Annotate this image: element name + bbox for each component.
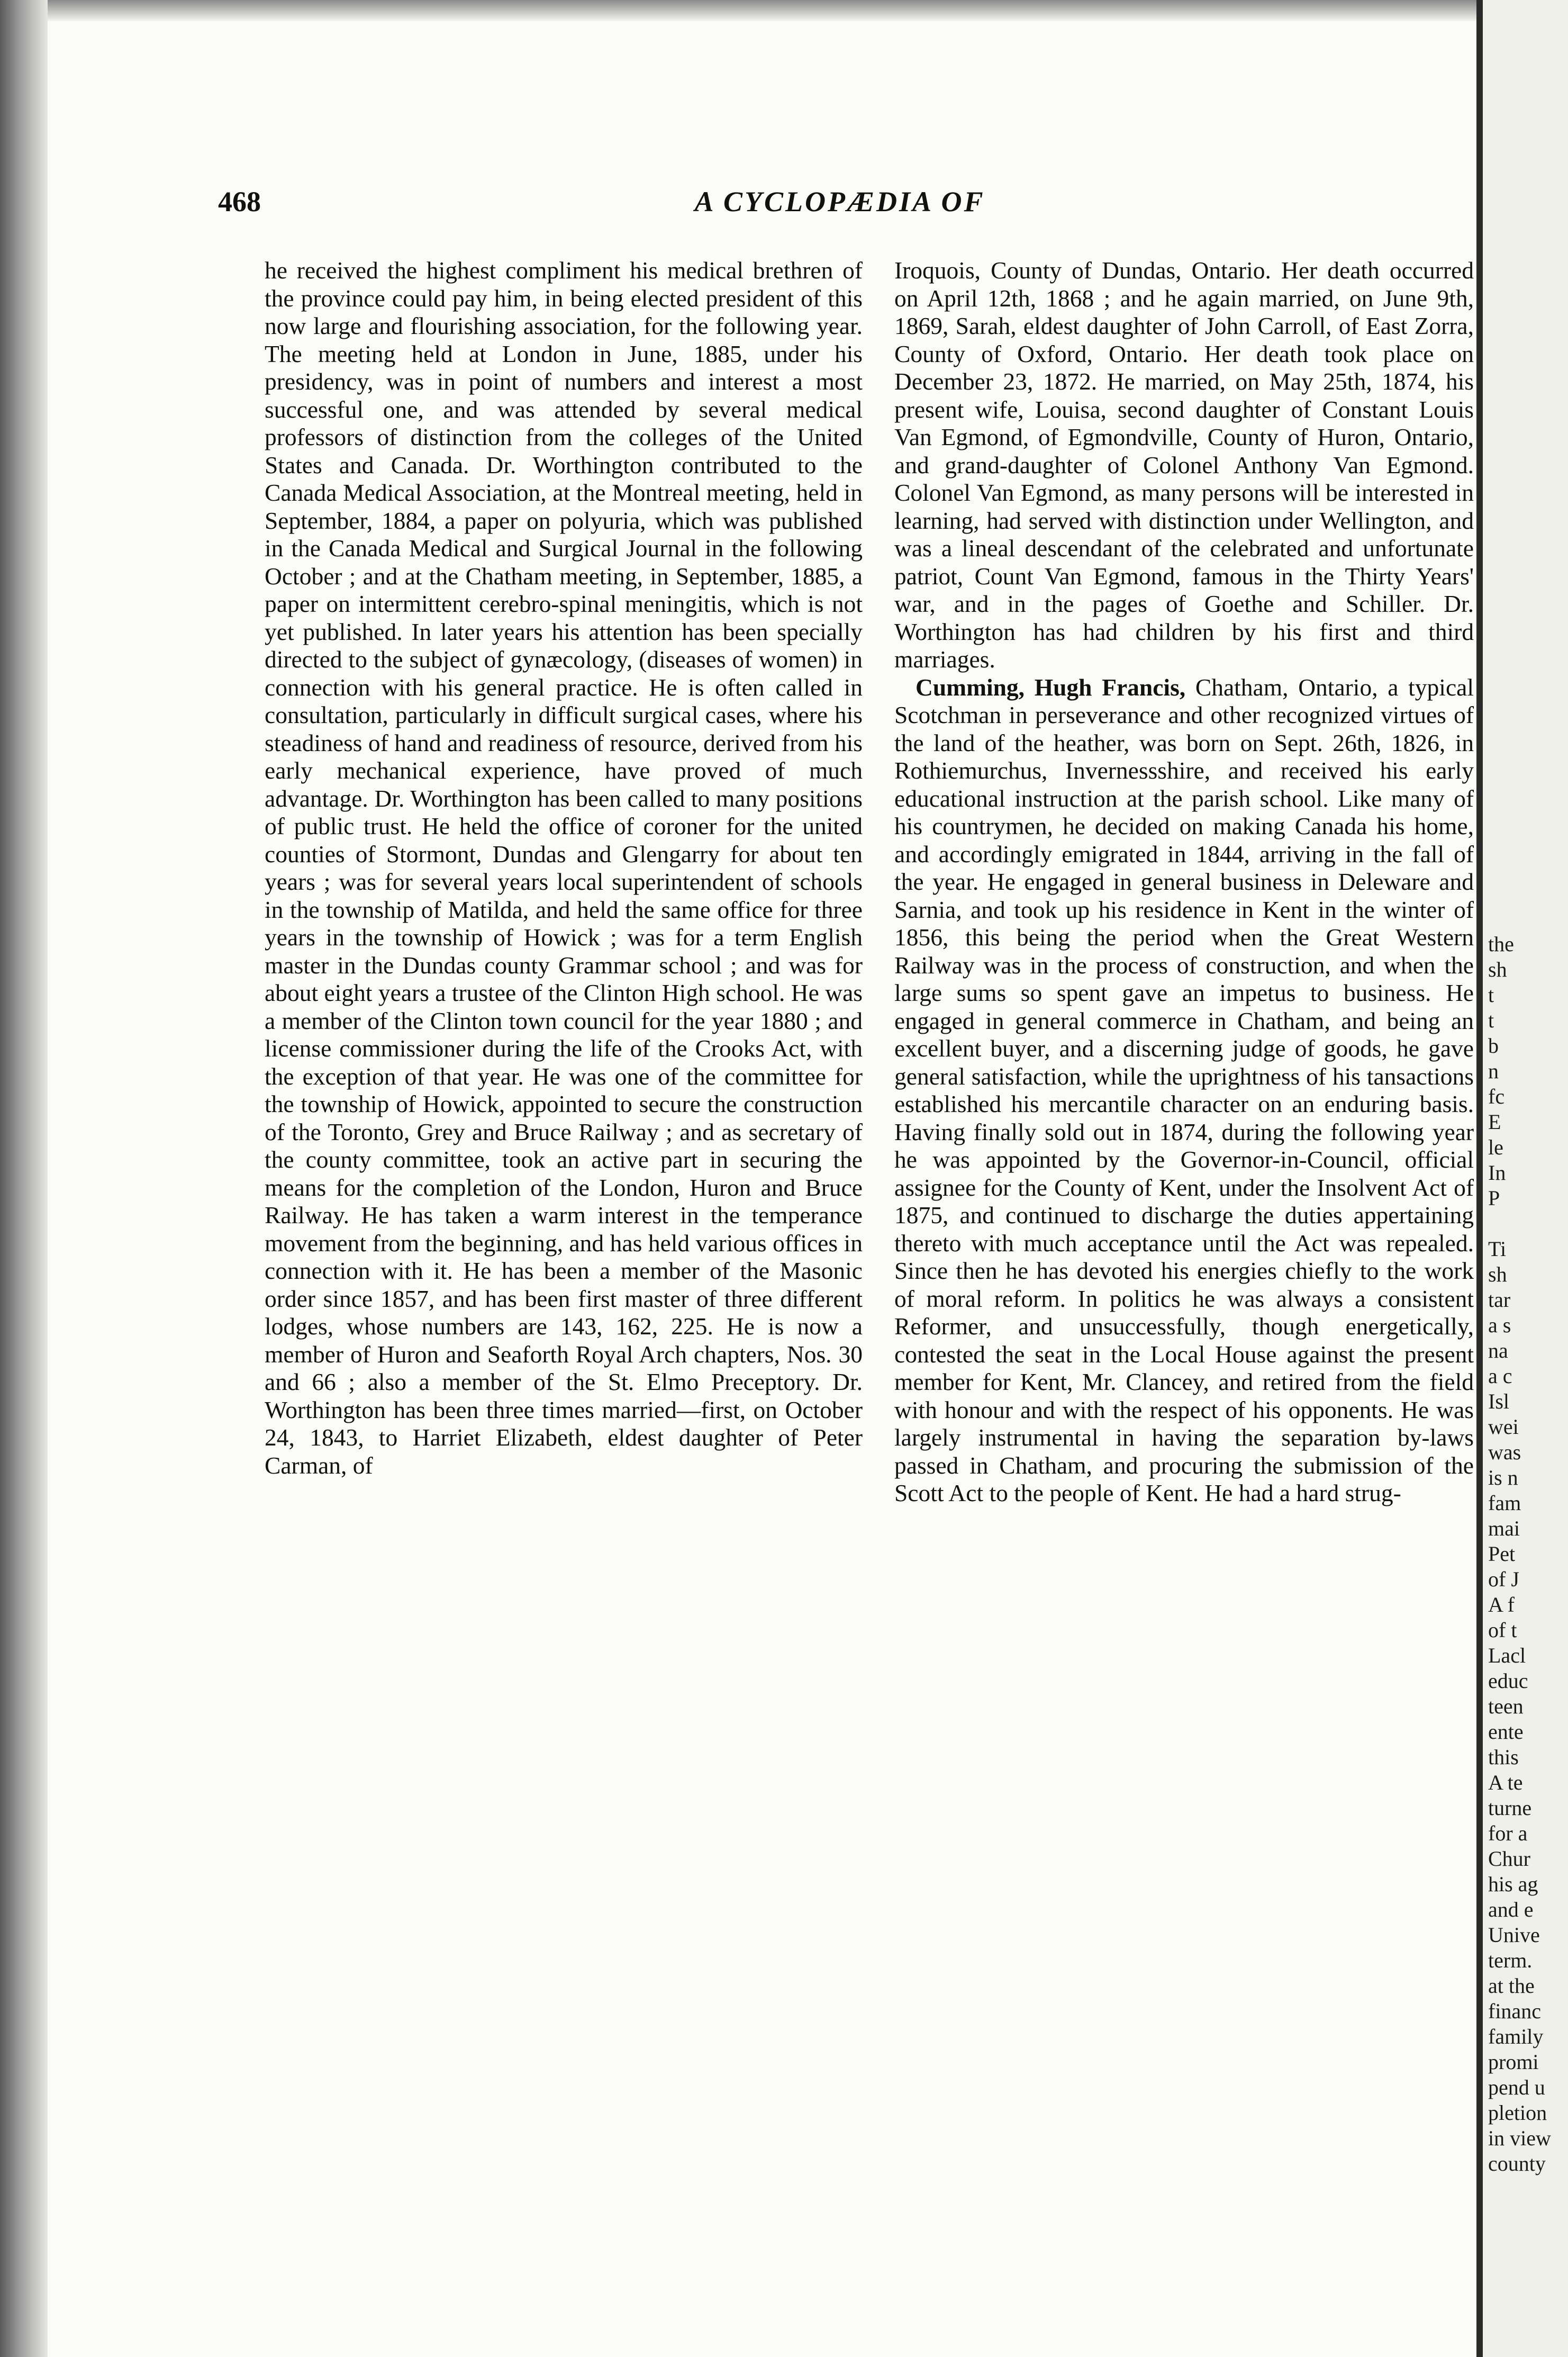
left-column (265, 257, 863, 1479)
page-number: 468 (218, 186, 261, 218)
page-gutter-shadow (1476, 0, 1483, 2357)
left-column-text: he received the highest compliment his medical brethren of the province could pay him, in being elected president of this now large and flourishing association, for the following year. The meeting held at London in June, 1885, under his presidency, was in point of numbers and interest a most successful one, and was attended by several medical professors of distinction from the colleges of the United States and Canada. Dr. Worthington contributed to the Canada Medical Association, at the Montreal meeting, held in September, 1884, a paper on polyuria, which was published in the Canada Medical and Surgical Journal in the following October ; and at the Chatham meeting, in September, 1885, a paper on intermittent cerebro-spinal meningitis, which is not yet published. In later years his attention has been specially directed to the subject of gynæcology, (diseases of women) in connection with his general practice. He is often called in consultation, particularly in difficult surgical cases, where his steadiness of hand and readiness of resource, derived from his early mechanical experience, have proved of much advantage. Dr. Worthington has been called to many positions of public trust. He held the office of coroner for the united counties of Stormont, Dundas and Glengarry for about ten years ; was for several years local superintendent of schools in the township of Matilda, and held the same office for three years in the township of Howick ; was for a term English master in the Dundas county Grammar school ; and was for about eight years a trustee of the Clinton High school. He was a member of the Clinton town council for the year 1880 ; and license commissioner during the life of the Crooks Act, with the exception of that year. He was one of the committee for the township of Howick, appointed to secure the construction of the Toronto, Grey and Bruce Railway ; and as secretary of the county committee, took an active part in securing the means for the completion of the London, Huron and Bruce Railway. He has taken a warm interest in the temperance movement from the beginning, and has held various offices in connection with it. He has been a member of the Masonic order since 1857, and has been first master of three different lodges, whose numbers are 143, 162, 225. He is now a member of Huron and Seaforth Royal Arch chapters, Nos. 30 and 66 ; also a member of the St. Elmo Preceptory. Dr. Worthington has been three times married—first, on October 24, 1843, to Harriet Elizabeth, eldest daughter of Peter Carman, of (265, 257, 863, 1479)
right-column-para-1: Iroquois, County of Dundas, Ontario. Her death occurred on April 12th, 1868 ; and he again married, on June 9th, 1869, Sarah, eldest daughter of John Carroll, of East Zorra, County of Oxford, Ontario. Her death took place on December 23, 1872. He married, on May 25th, 1874, his present wife, Louisa, second daughter of Constant Louis Van Egmond, of Egmondville, County of Huron, Ontario, and grand-daughter of Colonel Anthony Van Egmond. Colonel Van Egmond, as many persons will be interested in learning, had served with distinction under Wellington, and was a lineal descendant of the celebrated and unfortunate patriot, Count Van Egmond, famous in the Thirty Years' war, and in the pages of Goethe and Schiller. Dr. Worthington has had children by his first and third marriages. (894, 257, 1474, 673)
right-column-para-2: Chatham, Ontario, a typical Scotchman in perseverance and other recognized virtues of the land of the heather, was born on Sept. 26th, 1826, in Rothiemurchus, Invernessshire, and received his early educational instruction at the parish school. Like many of his countrymen, he decided on making Canada his home, and accordingly emigrated in 1844, arriving in the fall of the year. He engaged in general business in Deleware and Sarnia, and took up his residence in Kent in the winter of 1856, this being the period when the Great Western Railway was in the process of construction, and when the large sums so spent gave an impetus to business. He engaged in general commerce in Chatham, and being an excellent buyer, and a discerning judge of goods, he gave general satisfaction, while the uprightness of his tansactions established his mercantile character on an enduring basis. Having finally sold out in 1874, during the following year he was appointed by the Governor-in-Council, official assignee for the County of Kent, under the Insolvent Act of 1875, and continued to discharge the duties appertaining thereto with much acceptance until the Act was repealed. Since then he has devoted his energies chiefly to the work of moral reform. In politics he was always a consistent Reformer, and unsuccessfully, though energetically, contested the seat in the Local House against the present member for Kent, Mr. Clancey, and retired from the field with honour and with the respect of his opponents. He was largely instrumental in having the separation by-laws passed in Chatham, and procuring the submission of the Scott Act to the people of Kent. He had a hard strug- (894, 673, 1474, 1506)
running-title: A CYCLOPÆDIA OF (694, 186, 985, 218)
biography-entry (894, 674, 1474, 1507)
scan-left-edge (0, 0, 48, 2357)
scan-top-edge (0, 0, 1568, 21)
right-column (894, 257, 1474, 1507)
entry-name: Cumming, Hugh Francis, (916, 673, 1186, 701)
next-page-fragments: the sh t t b n fc E le In P Ti sh tar a s na a c Isl wei was is n fam mai Pet of J A f of t Lacl educ teen ente this A te turne for a Chur his ag and e Unive term. at the financ family promi pend u pletion in view county (1488, 932, 1551, 2175)
running-head (218, 185, 1462, 228)
